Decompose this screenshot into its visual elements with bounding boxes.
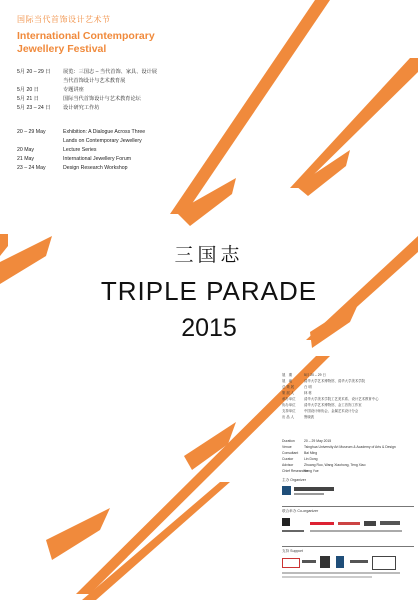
schedule-cn [17,68,157,113]
support-logo [282,558,300,568]
info-row: Advisor Zhuang Ruo, Wang Xiaohong, Teng Xiao [282,463,366,467]
support-label: 支持 Support [282,549,303,553]
support-logo-text [282,576,372,578]
info-row: Chief Researcher Kang Yue [282,469,319,473]
university-wordmark-sub [294,493,324,495]
info-row: 出 品 人 鲁晓波 [282,415,315,419]
info-row: Curator Lin Dong [282,457,318,461]
co-organizer-logo-text [310,530,402,532]
support-logo [350,560,368,563]
schedule-row: 5月 21 日 国际当代首饰设计与艺术教育论坛 [17,96,141,102]
schedule-row: 5月 20 日 专题讲座 [17,87,84,93]
university-wordmark [294,487,334,491]
schedule-row: 当代首饰设计与艺术教育展 [63,78,126,84]
info-block-en [282,438,414,474]
schedule-en [17,128,145,173]
info-row: 承办单位 清华大学美术学院工艺美术系、设计艺术教育中心 [282,397,379,401]
organizer-label: 主办 Organizer [282,478,306,482]
info-row: Consultant Bai Ming [282,451,318,455]
co-organizer-label: 联合举办 Co-organizer [282,509,319,513]
support-logo-text [282,572,400,574]
co-organizer-logo [380,521,400,525]
info-row: 协办单位 清华大学艺术博物馆、金工首饰工作室 [282,403,362,407]
schedule-row: 20 May Lecture Series [17,147,97,153]
schedule-row: 23 – 24 May Design Research Workshop [17,165,128,171]
festival-header [17,14,182,56]
schedule-row: 5月 20 – 29 日 展览：三国志 – 当代首饰、家具、设计展 [17,69,157,75]
info-row: 支持单位 中国设计师协会、金属艺术设计分会 [282,409,359,413]
festival-title-en: International Contemporary Jewellery Festival [17,30,155,55]
arrow-head [46,508,110,560]
main-title-cn: 三国志 [174,245,244,266]
university-logo-icon [282,486,291,495]
co-organizer-logo-text [282,530,304,532]
support-logo [302,560,316,563]
divider [282,546,414,547]
info-row: 策 展 人 林 栋 [282,391,312,395]
schedule-row: 5月 23 – 24 日 设计研究工作坊 [17,105,100,111]
schedule-row: 21 May International Jewellery Forum [17,156,132,162]
support-logo [372,556,396,570]
co-organizer-logo [310,522,334,525]
support-logo [336,556,344,568]
info-row: 总 策 展 白 明 [282,385,312,389]
co-organizer-logo [338,522,360,525]
info-row: Duration 20 – 29 May 2015 [282,439,332,443]
info-block-cn [282,372,414,420]
main-title-year: 2015 [181,314,237,342]
co-organizer-logo [364,521,376,526]
co-organizer-logo-icon [282,518,290,526]
support-logo [320,556,330,568]
info-row: 展 地 清华大学艺术博物馆、清华大学美术学院 [282,379,366,383]
info-row: Venue Tsinghua University Art Museum & Academy of Arts & Design [282,445,396,449]
main-title-en: TRIPLE PARADE [100,276,318,306]
arrow-stroke [82,482,230,600]
divider [282,506,414,507]
schedule-row: 20 – 29 May Exhibition: A Dialogue Across Three [17,129,146,135]
festival-title-cn: 国际当代首饰设计艺术节 [17,15,111,24]
arrow-stroke [290,58,418,188]
schedule-row: Lands on Contemporary Jewellery [63,138,142,144]
info-row: 展 期 5月 20 – 29 日 [282,373,326,377]
